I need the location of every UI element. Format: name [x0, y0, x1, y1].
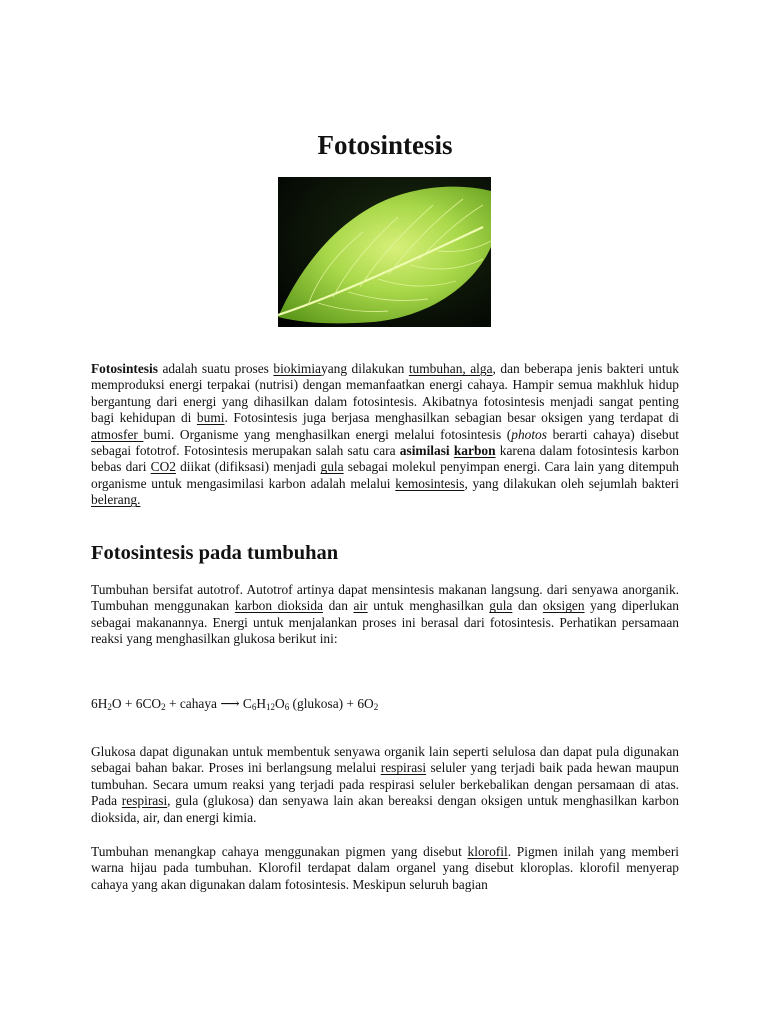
eq-sub: 2: [161, 702, 166, 712]
text-span: bumi. Organisme yang menghasilkan energi melalui fotosintesis (: [143, 426, 512, 442]
text-span: berarti cahaya) disebut sebagai fototrof. Fotosintesis merupakan salah satu cara: [91, 426, 679, 459]
term-photos: photos: [511, 426, 547, 442]
eq-sub: 2: [373, 702, 379, 712]
link-atmosfer[interactable]: atmosfer: [91, 426, 144, 442]
text-span: . Pigmen inilah yang memberi warna hijau pada tumbuhan. Klorofil terdapat dalam organel yang disebut kloroplas. klorofil menyerap cahaya yang akan digunakan dalam fotosintesis. Meskipun seluruh bagian: [91, 844, 679, 892]
eq-part: H: [256, 696, 267, 711]
term-asimilasi: asimilasi: [399, 443, 454, 459]
glukosa-paragraph: [91, 744, 679, 826]
section-heading: Fotosintesis pada tumbuhan: [91, 542, 339, 564]
eq-sub: 2: [107, 702, 112, 712]
text-span: Tumbuhan menangkap cahaya menggunakan pigmen yang disebut: [91, 844, 468, 859]
text-span: seluler yang terjadi baik pada hewan maupun tumbuhan. Secara umum reaksi yang terjadi pada respirasi seluler berkebalikan dengan persamaan di atas. Pada: [91, 760, 679, 809]
leaf-image: [278, 177, 491, 327]
link-respirasi[interactable]: respirasi: [380, 760, 427, 776]
text-span: untuk menghasilkan: [367, 598, 490, 614]
intro-paragraph: [91, 361, 679, 509]
link-gula[interactable]: gula: [320, 459, 344, 475]
eq-part: O: [275, 696, 285, 711]
link-respirasi-2[interactable]: respirasi: [121, 793, 168, 809]
link-co2[interactable]: CO2: [150, 459, 176, 475]
link-karbon[interactable]: karbon: [453, 443, 496, 459]
reaction-equation: [91, 696, 378, 712]
text-span: karena dalam fotosintesis karbon bebas dari: [91, 443, 679, 475]
link-air[interactable]: air: [353, 598, 368, 614]
text-span: diikat (difiksasi) menjadi: [175, 459, 321, 475]
text-span: yang diperlukan sebagai makanannya. Energi untuk menjalankan proses ini berasal dari fotosintesis. Perhatikan persamaan reaksi yang menghasilkan glukosa berikut ini:: [91, 598, 680, 647]
link-bumi[interactable]: bumi: [196, 410, 225, 426]
text-span: Tumbuhan bersifat autotrof. Autotrof artinya dapat mensintesis makanan langsung. dari senyawa anorganik. Tumbuhan menggunakan: [91, 582, 679, 614]
link-kemosintesis[interactable]: kemosintesis: [395, 475, 465, 491]
text-span: yang dilakukan: [321, 361, 409, 376]
text-span: . Fotosintesis juga berjasa menghasilkan sebagian besar oksigen yang terdapat di: [224, 410, 680, 426]
text-span: adalah suatu proses: [157, 361, 274, 376]
eq-sub: 6: [284, 702, 290, 712]
eq-sub: 12: [266, 702, 276, 712]
link-gula-2[interactable]: gula: [489, 598, 513, 614]
text-span: , dan beberapa jenis bakteri untuk memproduksi energi terpakai (nutrisi) dengan memanfaatkan energi cahaya. Hampir semua makhluk hidup bergantung dari energi yang dihasilkan dalam fotosintesis. Akibatnya fotosintesis menjadi sangat penting bagi kehidupan di: [91, 361, 679, 426]
text-span: Glukosa dapat digunakan untuk membentuk senyawa organik lain seperti selulosa dan dapat pula digunakan sebagai bahan bakar. Proses ini berlangsung melalui: [91, 744, 679, 776]
link-belerang[interactable]: belerang.: [91, 492, 141, 508]
link-klorofil[interactable]: klorofil: [467, 844, 508, 859]
link-oksigen[interactable]: oksigen: [542, 598, 585, 614]
text-span: dan: [512, 598, 543, 614]
link-biokimia[interactable]: biokimia: [273, 361, 321, 376]
klorofil-paragraph: [91, 844, 679, 893]
term-fotosintesis: Fotosintesis: [91, 361, 158, 376]
eq-sub: 6: [251, 702, 257, 712]
eq-part: + cahaya ⟶ C: [165, 696, 252, 711]
page-title: Fotosintesis: [317, 130, 453, 160]
link-karbon-dioksida[interactable]: karbon dioksida: [234, 598, 323, 614]
link-tumbuhan-alga[interactable]: tumbuhan, alga: [408, 361, 493, 376]
leaf-photo-icon: [278, 177, 491, 327]
text-span: sebagai molekul penyimpan energi. Cara lain yang ditempuh organisme untuk mengasimilasi karbon adalah melalui: [91, 459, 679, 491]
text-span: , gula (glukosa) dan senyawa lain akan bereaksi dengan oksigen untuk menghasilkan karbon dioksida, air, dan energi kimia.: [91, 793, 679, 825]
text-span: , yang dilakukan oleh sejumlah bakteri: [464, 475, 680, 491]
eq-part: (glukosa) + 6O: [289, 696, 374, 711]
tumbuhan-paragraph: [91, 582, 679, 648]
eq-part: O + 6CO: [111, 696, 162, 711]
text-span: dan: [323, 598, 354, 614]
eq-part: 6H: [91, 696, 108, 711]
